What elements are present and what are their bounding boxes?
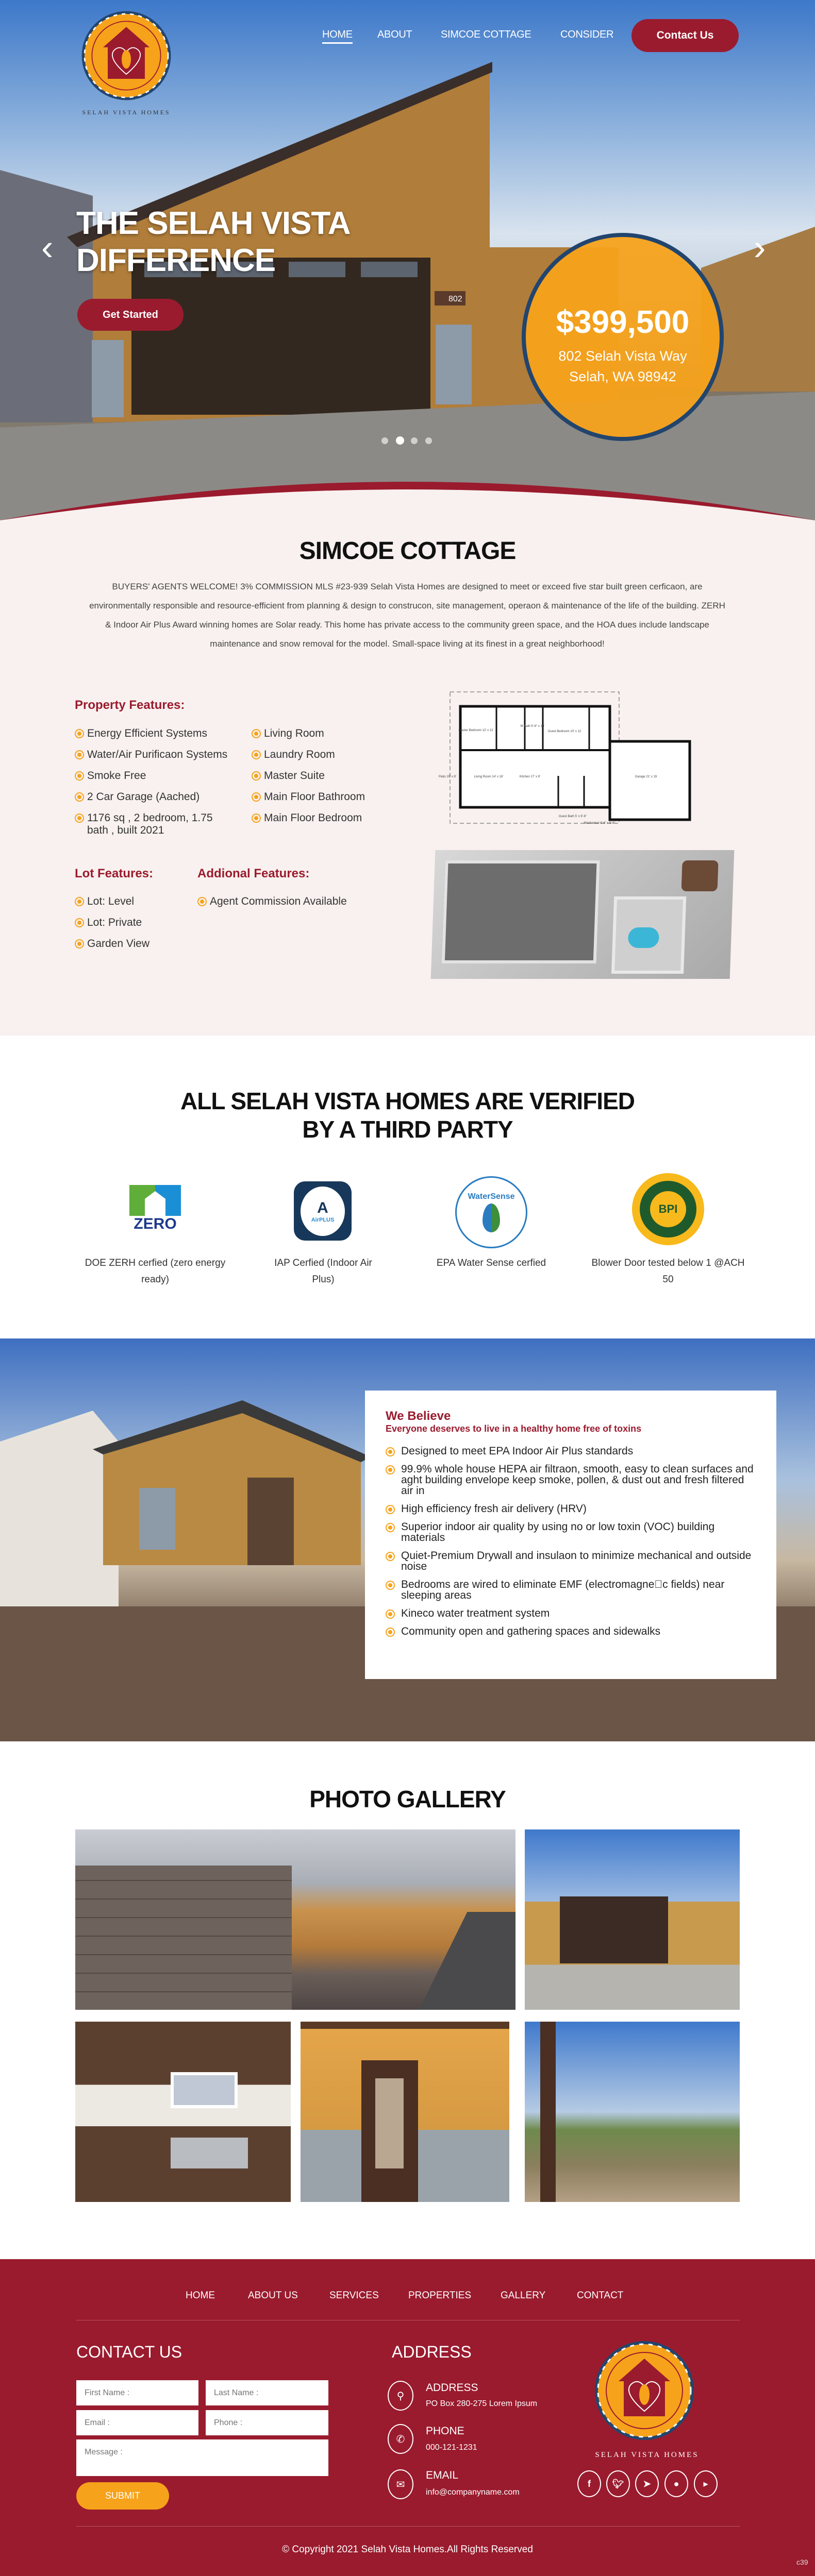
we-believe-subtitle: Everyone deserves to live in a healthy home free of toxins — [386, 1423, 642, 1434]
telegram-icon[interactable]: ➤ — [635, 2470, 659, 2497]
slide-dot-1[interactable] — [381, 437, 388, 444]
nav-consider[interactable]: CONSIDER — [560, 29, 614, 40]
logo-emblem-icon — [593, 2339, 696, 2442]
price: $399,500 — [556, 304, 690, 340]
email-input[interactable] — [76, 2410, 198, 2435]
bullet-icon — [75, 729, 84, 738]
contact-us-button[interactable]: Contact Us — [631, 19, 739, 52]
svg-text:Master Bedroom 12' x 12: Master Bedroom 12' x 12 — [458, 729, 493, 732]
bullet-icon — [386, 1581, 395, 1590]
3d-floor-plan-render — [431, 850, 735, 979]
chevron-right-icon[interactable]: › — [754, 227, 766, 267]
submit-button[interactable]: SUBMIT — [76, 2482, 169, 2510]
map-pin-icon: ⚲ — [388, 2381, 413, 2411]
badge-caption: IAP Cerfied (Indoor Air Plus) — [274, 1258, 372, 1285]
lot-features-heading: Lot Features: — [75, 867, 154, 880]
envelope-icon: ✉ — [388, 2469, 413, 2499]
bullet-icon — [75, 792, 84, 802]
nav-home[interactable]: HOME — [322, 29, 353, 44]
we-believe-card — [365, 1391, 776, 1679]
svg-text:Guest Bedroom 10' x 12: Guest Bedroom 10' x 12 — [547, 730, 581, 733]
first-name-input[interactable] — [76, 2380, 198, 2405]
footer-nav-contact[interactable]: CONTACT — [577, 2290, 624, 2301]
phone-value[interactable]: 000-121-1231 — [426, 2443, 477, 2452]
hero-title — [76, 205, 351, 279]
svg-text:Mechanical 6'-6' x 9'-6": Mechanical 6'-6' x 9'-6" — [584, 822, 616, 825]
feature-item: Main Floor Bathroom — [252, 791, 406, 803]
chevron-left-icon[interactable]: ‹ — [41, 227, 54, 267]
footer-logo — [593, 2339, 701, 2460]
we-believe-title: We Believe — [386, 1409, 451, 1423]
property-features-col1 — [75, 727, 250, 837]
bullet-icon — [75, 814, 84, 823]
hero-title-line2: DIFFERENCE — [76, 243, 276, 278]
gallery-photo-landscaping[interactable] — [75, 1829, 515, 2010]
footer-nav-home[interactable]: HOME — [186, 2290, 215, 2301]
footer-nav-gallery[interactable]: GALLERY — [501, 2290, 546, 2301]
slide-dot-2[interactable] — [396, 436, 404, 445]
bullet-icon — [75, 939, 84, 948]
svg-text:Guest Bath 5' x 9'-6": Guest Bath 5' x 9'-6" — [558, 815, 587, 818]
bullet-icon — [252, 814, 261, 823]
nav-about[interactable]: ABOUT — [377, 29, 412, 40]
house-number: 802 — [448, 295, 462, 303]
feature-item: Energy Efficient Systems — [75, 727, 250, 740]
bullet-icon — [386, 1505, 395, 1514]
feature-item: Water/Air Purificaon Systems — [75, 749, 250, 761]
badge-caption: EPA Water Sense cerfied — [436, 1258, 546, 1268]
svg-text:Kitchen 17' x 8': Kitchen 17' x 8' — [519, 775, 541, 778]
feature-item: Agent Commission Available — [197, 895, 347, 908]
site-footer — [0, 2259, 815, 2576]
bullet-icon — [75, 771, 84, 781]
footer-nav-services[interactable]: SERVICES — [329, 2290, 379, 2301]
slide-dot-3[interactable] — [411, 437, 418, 444]
lot-features-list — [75, 895, 149, 950]
gallery-photo-garage[interactable] — [525, 1829, 740, 2010]
youtube-icon[interactable]: ▶ — [694, 2470, 718, 2497]
property-features-heading: Property Features: — [75, 698, 185, 712]
contact-heading: CONTACT US — [76, 2343, 182, 2361]
believe-item: Kineco water treatment system — [386, 1608, 756, 1619]
phone-icon: ✆ — [388, 2424, 413, 2454]
address-label: ADDRESS — [426, 2382, 478, 2394]
bullet-icon — [252, 750, 261, 759]
bullet-icon — [252, 792, 261, 802]
bullet-icon — [75, 897, 84, 906]
bullet-icon — [252, 729, 261, 738]
footer-nav-properties[interactable]: PROPERTIES — [408, 2290, 472, 2301]
site-logo[interactable] — [77, 9, 175, 117]
facebook-icon[interactable]: f — [577, 2470, 601, 2497]
believe-item: High efficiency fresh air delivery (HRV) — [386, 1503, 756, 1514]
bullet-icon — [386, 1552, 395, 1561]
feature-item: 1176 sq , 2 bedroom, 1.75 bath , built 2021 — [75, 812, 214, 837]
email-label: EMAIL — [426, 2469, 459, 2481]
bullet-icon — [75, 750, 84, 759]
footer-nav-about[interactable]: ABOUT US — [248, 2290, 298, 2301]
additional-features-list — [197, 895, 347, 908]
listing-description: BUYERS' AGENTS WELCOME! 3% COMMISSION MLS #23-939 Selah Vista Homes are designed to meet or exceed five star built green cerficaon, are environmentally responsible and resource-efficient from planning & design to construcon, site management, operaon & maintenance of the life of the building. ZERH & Indoor Air Plus Award winning homes are Solar ready. This home has private access to the community green space, and the HOA dues include landscape maintenance and snow removal for the model. Small-space living at its finest in a great neighborhood! — [89, 582, 725, 649]
twitter-icon[interactable]: 🐦︎ — [606, 2470, 630, 2497]
reddit-icon[interactable]: ● — [664, 2470, 688, 2497]
badge-caption: Blower Door tested below 1 @ACH 50 — [591, 1258, 745, 1285]
logo-wordmark: SELAH VISTA HOMES — [595, 2451, 699, 2459]
bullet-icon — [386, 1447, 395, 1456]
believe-item: Community open and gathering spaces and sidewalks — [386, 1626, 756, 1637]
property-features-col2 — [252, 727, 406, 824]
hero-title-line1: THE SELAH VISTA — [76, 206, 351, 241]
feature-item: Smoke Free — [75, 770, 250, 782]
verified-title: ALL SELAH VISTA HOMES ARE VERIFIED BY A THIRD PARTY — [180, 1088, 635, 1143]
slide-dot-4[interactable] — [425, 437, 432, 444]
bullet-icon — [386, 1523, 395, 1532]
bullet-icon — [75, 918, 84, 927]
feature-item: Living Room — [252, 727, 406, 740]
badge-caption: DOE ZERH cerfied (zero energy ready) — [85, 1258, 226, 1285]
believe-item: Designed to meet EPA Indoor Air Plus standards — [386, 1446, 756, 1456]
feature-item: Lot: Private — [75, 917, 149, 929]
svg-text:M Bath 5'-6" x 10': M Bath 5'-6" x 10' — [520, 725, 545, 728]
floor-plan-image — [429, 691, 726, 827]
believe-item: 99.9% whole house HEPA air filtraon, smooth, easy to clean surfaces and aght building envelope keep smoke, pollen, & dust out and fresh filtered air in — [386, 1464, 756, 1496]
gallery-photo-entry[interactable] — [301, 2022, 509, 2202]
feature-item: Master Suite — [252, 770, 406, 782]
feature-item: Lot: Level — [75, 895, 149, 908]
logo-wordmark: SELAH VISTA HOMES — [82, 109, 171, 116]
listing-title: SIMCOE COTTAGE — [299, 537, 516, 565]
bullet-icon — [252, 771, 261, 781]
gallery-title: PHOTO GALLERY — [309, 1786, 506, 1812]
feature-item: Garden View — [75, 938, 149, 950]
bullet-icon — [197, 897, 207, 906]
hero-slider — [0, 0, 815, 520]
feature-item: Main Floor Bedroom — [252, 812, 406, 824]
zero-energy-ready-logo: ZERO — [129, 1185, 181, 1242]
last-name-input[interactable] — [206, 2380, 328, 2405]
svg-text:Patio 15' x 8': Patio 15' x 8' — [439, 775, 456, 778]
address-heading: ADDRESS — [392, 2343, 472, 2361]
svg-text:Living Room 14' x 16': Living Room 14' x 16' — [474, 775, 504, 778]
watersense-logo: WaterSense — [455, 1176, 527, 1248]
copyright: © Copyright 2021 Selah Vista Homes.All Rights Reserved — [282, 2544, 533, 2555]
get-started-button[interactable]: Get Started — [77, 299, 184, 331]
hero-curve-divider — [0, 453, 815, 520]
phone-label: PHONE — [426, 2425, 464, 2437]
believe-item: Bedrooms are wired to eliminate EMF (electromagne c fields) near sleeping areas — [386, 1579, 756, 1601]
indoor-airplus-logo: A AirPLUS — [294, 1181, 352, 1241]
price-badge — [522, 233, 724, 441]
gallery-photo-kitchen[interactable] — [75, 2022, 291, 2202]
address-value: PO Box 280-275 Lorem Ipsum — [426, 2399, 538, 2408]
nav-simcoe-cottage[interactable]: SIMCOE COTTAGE — [441, 29, 531, 40]
bullet-icon — [386, 1609, 395, 1619]
believe-item: Superior indoor air quality by using no or low toxin (VOC) building materials — [386, 1521, 756, 1543]
phone-input[interactable] — [206, 2410, 328, 2435]
bullet-icon — [386, 1465, 395, 1475]
gallery-photo-view[interactable] — [525, 2022, 740, 2202]
message-textarea[interactable] — [76, 2439, 328, 2476]
corner-label: c39 — [796, 2558, 808, 2566]
email-value[interactable]: info@companyname.com — [426, 2488, 520, 2497]
footer-bottom-divider — [76, 2526, 740, 2527]
additional-features-heading: Addional Features: — [197, 867, 310, 880]
believe-item: Quiet-Premium Drywall and insulaon to minimize mechanical and outside noise — [386, 1550, 756, 1572]
feature-item: Laundry Room — [252, 749, 406, 761]
bpi-logo: BPI — [632, 1173, 704, 1245]
address-line1: 802 Selah Vista Way — [558, 348, 687, 364]
feature-item: 2 Car Garage (Aached) — [75, 791, 250, 803]
bullet-icon — [386, 1628, 395, 1637]
address-line2: Selah, WA 98942 — [569, 369, 676, 384]
svg-text:Garage 21' x 19: Garage 21' x 19 — [635, 775, 657, 778]
logo-emblem-icon — [80, 9, 173, 102]
